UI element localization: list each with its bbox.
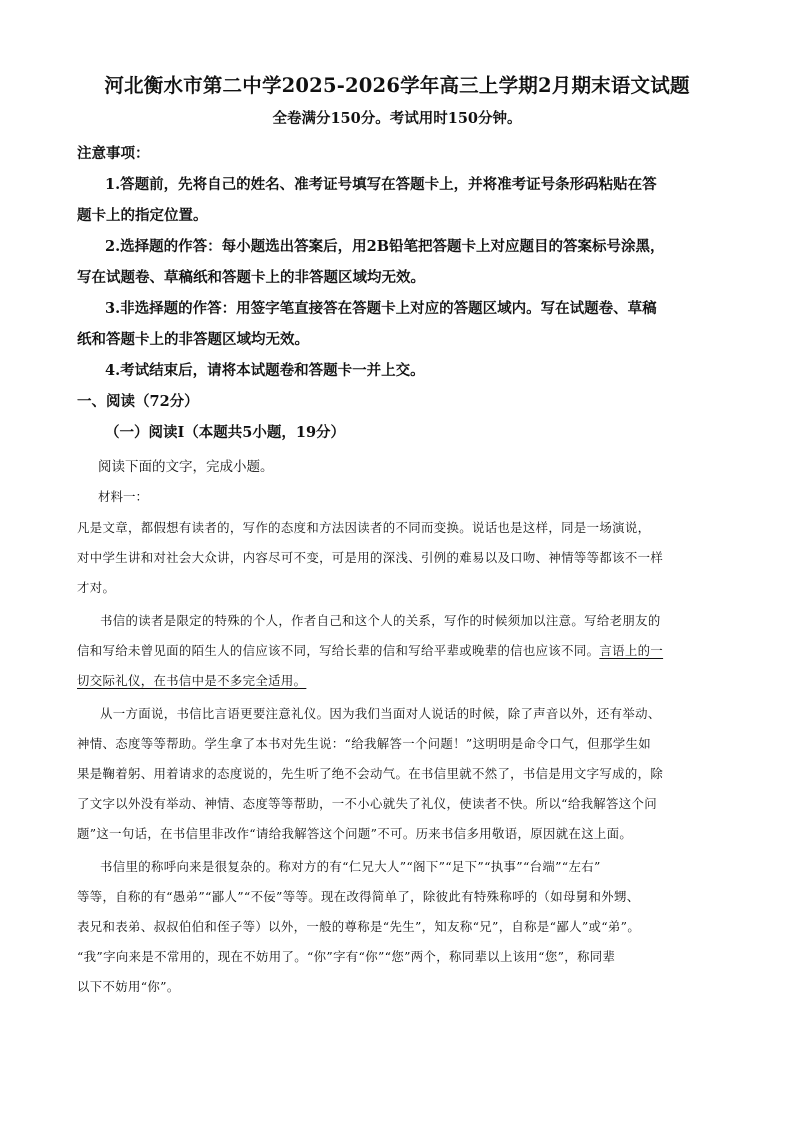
passage-line: 凡是文章，都假想有读者的，写作的态度和方法因读者的不同而变换。说话也是这样，同是一场演说，: [77, 520, 651, 535]
page-subtitle: 全卷满分150分。考试用时150分钟。: [272, 110, 522, 127]
notice-line: 2.选择题的作答：每小题选出答案后，用2B铅笔把答题卡上对应题目的答案标号涂黑，: [105, 238, 665, 255]
passage-line: 神情、态度等等帮助。学生拿了本书对先生说：“给我解答一个问题！”这明明是命令口气，但那学生如: [77, 736, 651, 751]
notice-line: 写在试题卷、草稿纸和答题卡上的非答题区域均无效。: [77, 269, 425, 286]
passage-line: 表兄和表弟、叔叔伯伯和侄子等）以外，一般的尊称是“先生”，知友称“兄”，自称是“鄙人”或“弟”。: [77, 919, 641, 934]
passage-line: 果是鞠着躬、用着请求的态度说的，先生听了绝不会动气。在书信里就不然了，书信是用文字写成的，除: [77, 766, 664, 781]
passage-line: 从一方面说，书信比言语更要注意礼仪。因为我们当面对人说话的时候，除了声音以外，还有举动、: [100, 706, 661, 721]
section-subheading: （一）阅读Ⅰ（本题共5小题，19分）: [105, 424, 346, 441]
page-title: 河北衡水市第二中学2025-2026学年高三上学期2月期末语文试题: [104, 74, 690, 97]
passage-line: 了文字以外没有举动、神情、态度等等帮助，一不小心就失了礼仪，使读者不快。所以“给我解答这个问: [77, 796, 658, 811]
passage-text: 信和写给未曾见面的陌生人的信应该不同，写给长辈的信和写给平辈或晚辈的信也应该不同。: [77, 643, 600, 658]
notice-heading: 注意事项：: [77, 145, 150, 162]
passage-line: 书信里的称呼向来是很复杂的。称对方的有“仁兄大人”“阁下”“足下”“执事”“台端”“左右”: [100, 859, 601, 874]
notice-line: 4.考试结束后，请将本试题卷和答题卡一并上交。: [105, 362, 425, 379]
passage-line: 以下不妨用“你”。: [77, 979, 180, 994]
underlined-sentence: 切交际礼仪，在书信中是不多完全适用。: [77, 673, 307, 688]
passage-line: 才对。: [77, 580, 116, 595]
instruction-text: 阅读下面的文字，完成小题。: [98, 459, 274, 475]
material-label: 材料一：: [98, 489, 149, 504]
passage-line: 对中学生讲和对社会大众讲，内容尽可不变，可是用的深浅、引例的难易以及口吻、神情等等都该不一样: [77, 550, 664, 565]
passage-line: “我”字向来是不常用的，现在不妨用了。“你”字有“你”“您”两个，称同辈以上该用“您”，称同辈: [77, 949, 616, 964]
notice-line: 题卡上的指定位置。: [77, 207, 208, 224]
passage-line: 题”这一句话，在书信里非改作“请给我解答这个问题”不可。历来书信多用敬语，原因就在这上面。: [77, 826, 633, 841]
underlined-sentence: 言语上的一: [599, 643, 664, 658]
notice-line: 3.非选择题的作答：用签字笔直接答在答题卡上对应的答题区域内。写在试题卷、草稿: [105, 300, 657, 317]
notice-line: 1.答题前，先将自己的姓名、准考证号填写在答题卡上，并将准考证号条形码粘贴在答: [105, 176, 657, 193]
notice-line: 纸和答题卡上的非答题区域均无效。: [77, 331, 309, 348]
passage-line: 等等，自称的有“愚弟”“鄙人”“不佞”等等。现在改得简单了，除彼此有特殊称呼的（如母舅和外甥、: [77, 889, 640, 904]
section-heading: 一、阅读（72分）: [77, 393, 199, 410]
passage-line: 书信的读者是限定的特殊的个人，作者自己和这个人的关系，写作的时候须加以注意。写给老朋友的: [100, 613, 661, 628]
passage-line: [77, 641, 663, 659]
